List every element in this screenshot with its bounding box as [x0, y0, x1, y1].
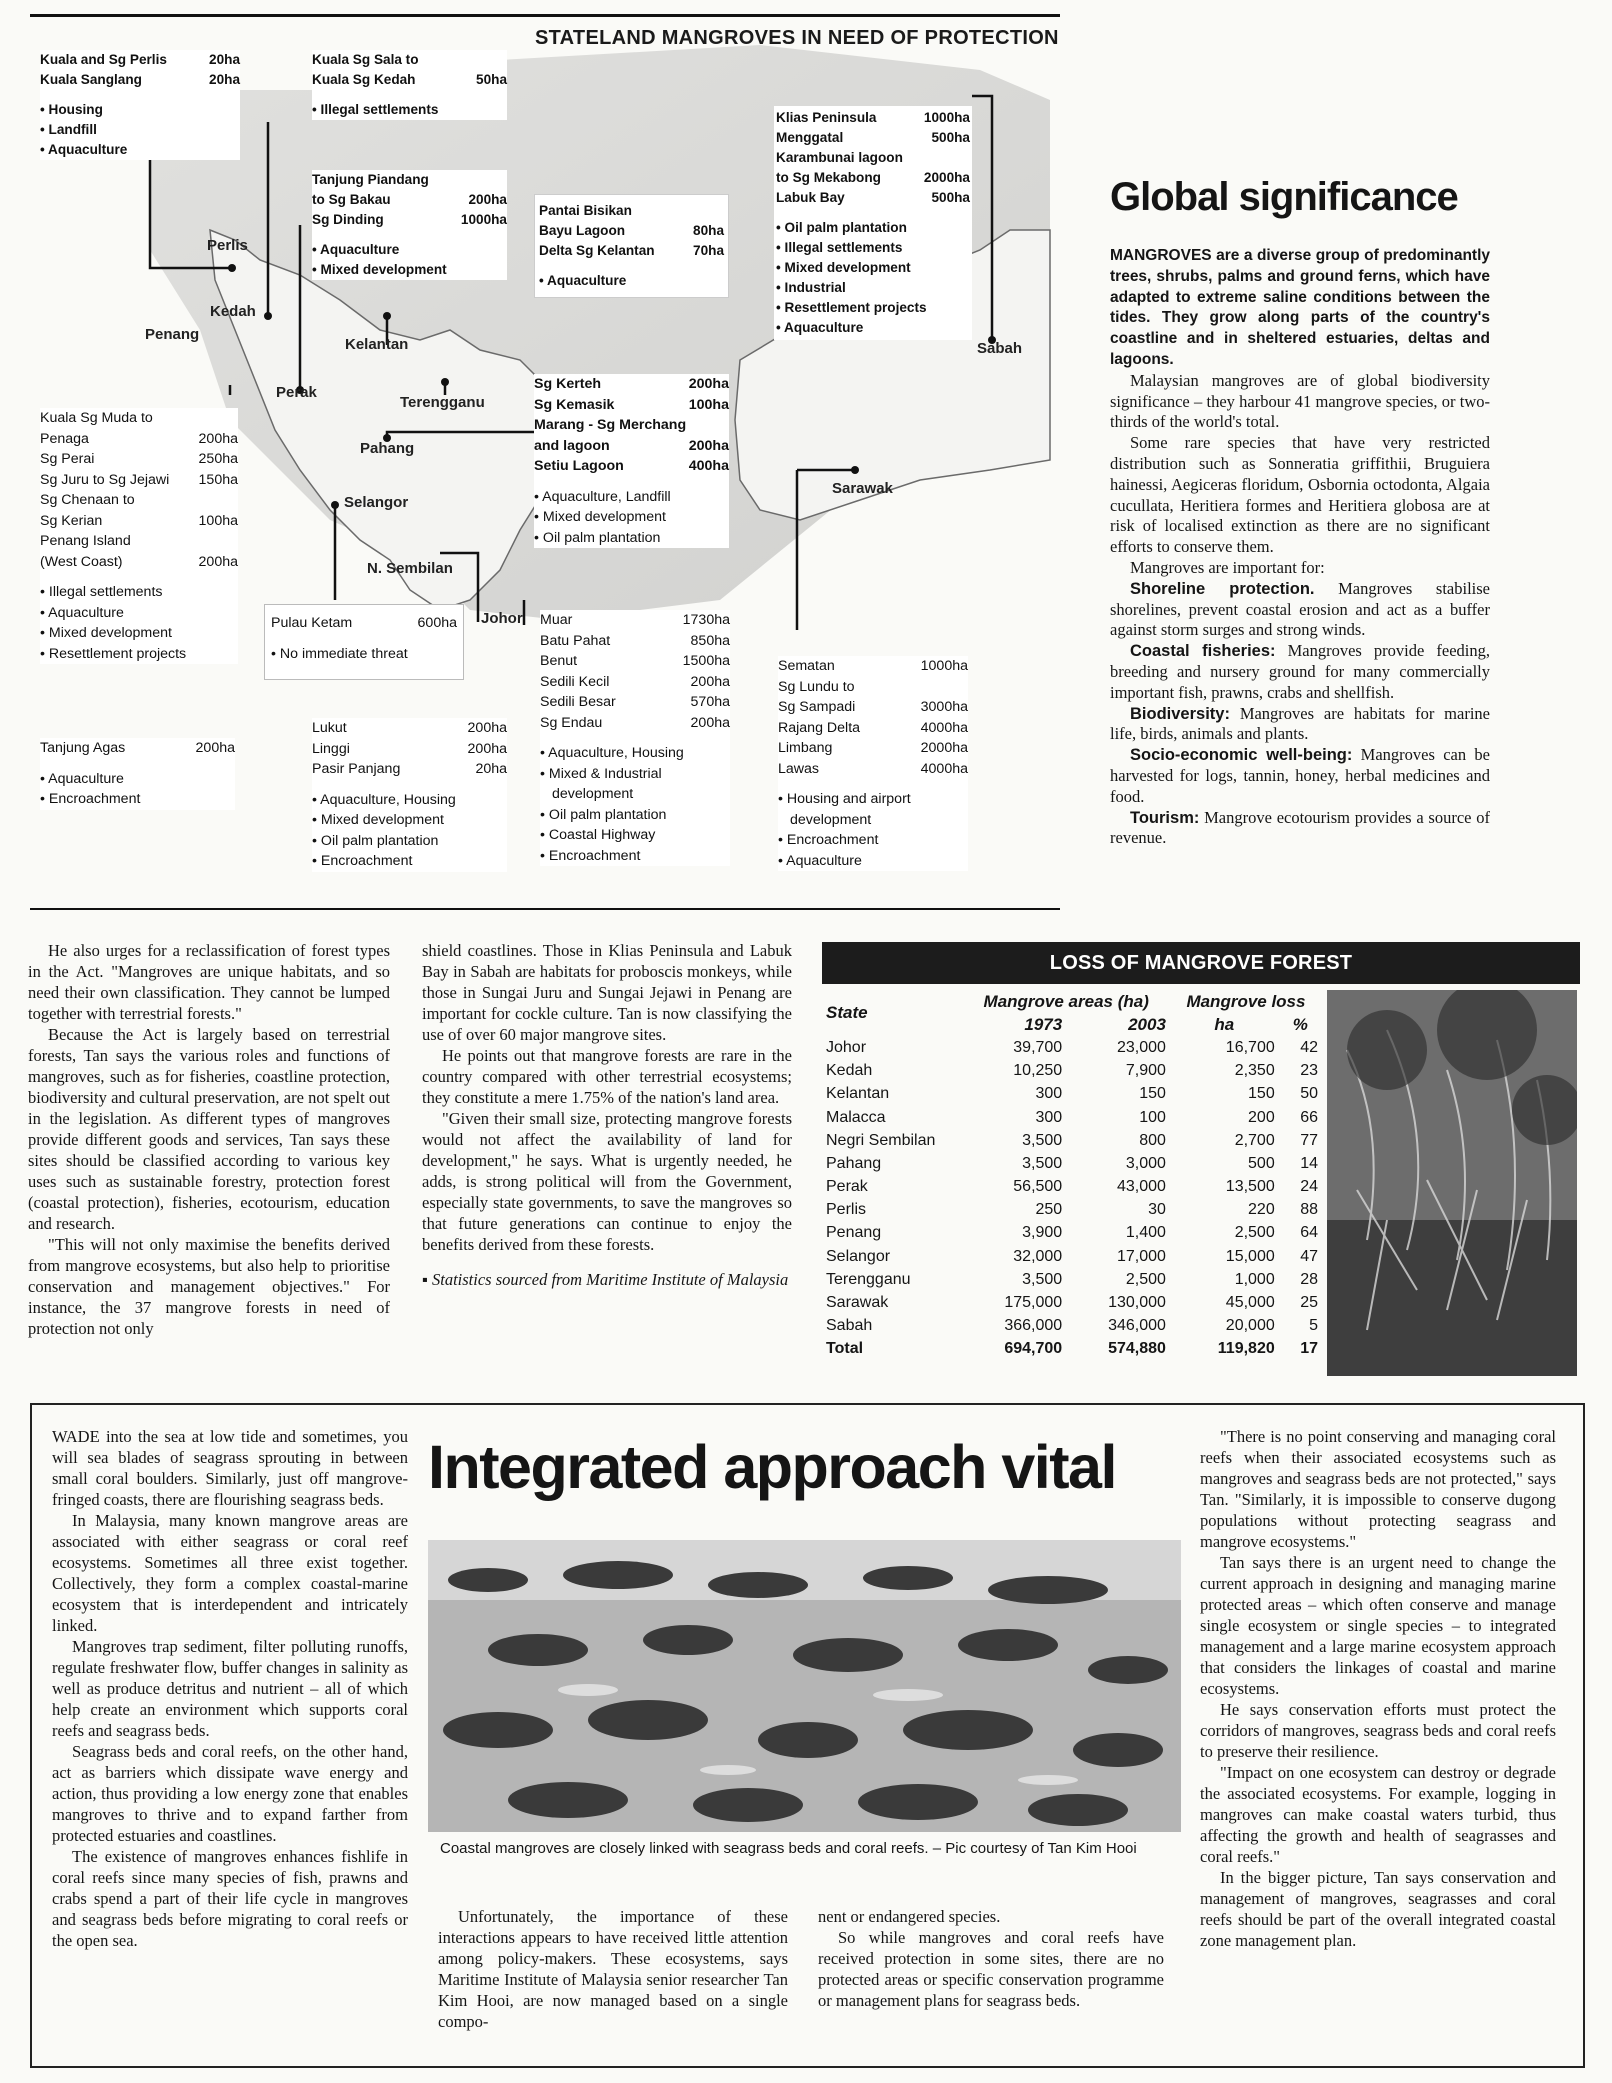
col-header-pct: %: [1292, 1014, 1308, 1034]
table-cell-loss: 500: [1248, 1154, 1275, 1172]
table-cell-pct: 14: [1300, 1154, 1318, 1172]
table-cell-y1973: 10,250: [1013, 1062, 1063, 1080]
state-label-johor: Johor: [481, 610, 523, 627]
table-cell-y2003: 130,000: [1108, 1294, 1166, 1312]
table-cell-state: Kedah: [826, 1062, 873, 1080]
gs-para-3: Some rare species that have very restricted distribution such as Sonneratia griffithii, Bruguiera hainessi, Aegiceras floridum, Osbornia octodonta, Algaia cucullata, Heritiera formes and Heritiera globosa are at risk of localised extinction as there are no significant efforts to conserve them.: [1110, 433, 1490, 557]
table-cell-y1973: 300: [1035, 1108, 1063, 1126]
state-label-perlis: Perlis: [207, 237, 248, 254]
feature-column-4: "There is no point conserving and managing coral reefs when their associated ecosystems such as mangroves and seagrass beds are not protected," says Tan. "Similarly, it is impossible to conserve dugong populations without protecting seagrass and mangrove ecosystems." Tan says there is an urgent need to change the current approach in designing and managing marine protected areas – which often conserve and manage single ecosystem or single species – to integrated management and a large marine ecosystem approach that considers the linkages of coastal and marine ecosystems. He says conservation efforts must protect the corridors of mangroves, seagrass beds and coral reefs to preserve their resilience. "Impact on one ecosystem can destroy or degrade the associated ecosystems. For example, logging in mangroves can make coastal waters turbid, thus affecting the growth and health of seagrasses and coral reefs." In the bigger picture, Tan says conservation and management of mangroves, seagrasses and coral reefs should be part of the overall integrated coastal zone management plan.: [1200, 1427, 1556, 1950]
statistics-source-note: ▪ Statistics sourced from Maritime Institute of Malaysia: [422, 1270, 789, 1289]
col-header-ha: ha: [1214, 1014, 1235, 1034]
box-selangor: Pulau Ketam 600ha • No immediate threat: [264, 604, 464, 680]
article-column-1: He also urges for a reclassification of forest types in the Act. "Mangroves are unique habitats, and so need their own classification. They cannot be lumped together with terrestrial forests." Because the Act is largely based on terrestrial forests, Tan says the various roles and functions of mangroves, such as for fisheries, coastline protection, biodiversity and cultural preservation, are not spelt out in the legislation. As different types of mangroves provide different goods and services, Tan says these sites should be classified according to various key uses such as sustainable forestry, protection forest (coastal protection), fisheries, ecotourism, education and research. "This will not only maximise the benefits derived from mangrove ecosystems, but also help to prioritise conservation and management objectives." For instance, the 37 mangrove forests in need of protection not only: [28, 941, 390, 1338]
gs-item: Biodiversity: Mangroves are habitats for marine life, birds, animals and plants.: [1110, 703, 1490, 744]
table-row: [822, 1176, 1322, 1199]
box-perak: Tanjung Piandang to Sg Bakau 200ha Sg Dinding 1000ha • Aquaculture • Mixed development: [312, 170, 507, 280]
box-sarawak: Sematan 1000ha Sg Lundu to Sg Sampadi 3000ha Rajang Delta 4000ha Limbang 2000ha Lawas 4000ha • Housing and airport development • Encroachment • Aquaculture: [778, 656, 968, 871]
mangrove-roots-photo: [1327, 990, 1577, 1376]
map-title: STATELAND MANGROVES IN NEED OF PROTECTION: [535, 27, 1059, 49]
table-cell-pct: 66: [1300, 1108, 1318, 1126]
box-perlis: Kuala and Sg Perlis 20ha Kuala Sanglang 20ha • Housing • Landfill • Aquaculture: [40, 50, 240, 160]
box-kelantan: Pantai Bisikan Bayu Lagoon 80ha Delta Sg Kelantan 70ha • Aquaculture: [534, 194, 729, 298]
state-label-terengganu: Terengganu: [400, 394, 485, 411]
table-cell-y2003: 800: [1139, 1131, 1166, 1149]
photo-caption: Coastal mangroves are closely linked with seagrass beds and coral reefs. – Pic courtesy of Tan Kim Hooi: [440, 1840, 1137, 1857]
table-cell-y1973: 3,500: [1022, 1131, 1063, 1149]
box-n-sembilan: Lukut 200ha Linggi 200ha Pasir Panjang 20ha • Aquaculture, Housing • Mixed development • Oil palm plantation • Encroachment: [312, 718, 507, 872]
table-row: [822, 1199, 1322, 1222]
table-row: [822, 1129, 1322, 1152]
feature-column-1: WADE into the sea at low tide and sometimes, you will sea blades of seagrass sprouting in between small coral boulders. Similarly, just off mangrove-fringed coasts, there are flourishing seagrass beds. In Malaysia, many known mangrove areas are associated with either seagrass or coral reef ecosystems. Sometimes all three exist together. Collectively, they form a complex coastal-marine ecosystem that is interdependent and intricately linked. Mangroves trap sediment, filter polluting runoffs, regulate freshwater flow, buffer changes in salinity as well as produce detritus and nutrient – all of which help create an environment which supports coral reefs and seagrass beds. Seagrass beds and coral reefs, on the other hand, act as barriers which dissipate wave energy and action, thus providing a low energy zone that enables mangroves to thrive and to expand farther from protected estuaries and coastlines. The existence of mangroves enhances fishlife in coral reefs since many species of fish, prawns and crabs spend a part of their life cycle in mangroves and seagrass beds before migrating to coral reefs or the open sea.: [52, 1427, 408, 1950]
state-label-sarawak: Sarawak: [832, 480, 893, 497]
table-cell-y2003: 43,000: [1116, 1178, 1166, 1196]
state-label-penang: Penang: [145, 326, 200, 343]
table-cell-pct: 50: [1300, 1085, 1318, 1103]
table-cell-y1973: 366,000: [1004, 1317, 1063, 1335]
table-cell-state: Sabah: [826, 1317, 873, 1335]
table-cell-loss: 15,000: [1225, 1247, 1275, 1265]
table-cell-y1973: 250: [1035, 1201, 1063, 1219]
table-cell-loss: 1,000: [1234, 1270, 1275, 1288]
loss-of-mangrove-table: [822, 942, 1580, 1378]
table-row: [822, 1222, 1322, 1245]
section-rule: [30, 908, 1060, 910]
table-cell-state: Malacca: [826, 1108, 886, 1126]
box-kedah: Kuala Sg Sala to Kuala Sg Kedah 50ha • Illegal settlements: [312, 50, 507, 120]
table-row: [822, 1060, 1322, 1083]
table-cell-y1973: 56,500: [1013, 1178, 1063, 1196]
coastal-seagrass-photo: [428, 1540, 1181, 1832]
table-cell-state: Selangor: [826, 1247, 891, 1265]
gs-item: Socio-economic well-being: Mangroves can be harvested for logs, tannin, honey, herbal medicines and food.: [1110, 745, 1490, 806]
table-cell-state: Perlis: [826, 1201, 867, 1219]
box-johor: Muar 1730ha Batu Pahat 850ha Benut 1500ha Sedili Kecil 200ha Sedili Besar 570ha Sg Endau 200ha • Aquaculture, Housing • Mixed & Industrial development • Oil palm plantation • Coastal Highway • Encroachment: [540, 610, 730, 866]
table-cell-state: Kelantan: [826, 1085, 890, 1103]
feature-column-3: nent or endangered species. So while mangroves and coral reefs have received protection in some sites, there are no protected areas or specific conservation programme or management plans for seagrass beds.: [818, 1907, 1164, 2010]
table-cell-y2003: 100: [1139, 1108, 1166, 1126]
table-body: [822, 1036, 1322, 1337]
table-cell-y2003: 30: [1148, 1201, 1166, 1219]
state-label-kedah: Kedah: [210, 303, 256, 320]
table-cell-y1973: 3,500: [1022, 1270, 1063, 1288]
table-cell-loss: 200: [1248, 1108, 1275, 1126]
gs-item: Coastal fisheries: Mangroves provide feeding, breeding and nursery ground for many commercially important fish, prawns, crabs and shellfish.: [1110, 641, 1490, 702]
table-row: [822, 1291, 1322, 1314]
feature-column-2: Unfortunately, the importance of these interactions appears to have received little attention among policy-makers. These ecosystems, says Maritime Institute of Malaysia senior researcher Tan Kim Hooi, are now managed based on a single compo-: [438, 1907, 788, 2031]
table-cell-y1973: 39,700: [1013, 1038, 1063, 1056]
table-cell-loss: 2,350: [1234, 1062, 1275, 1080]
table-cell-loss: 220: [1248, 1201, 1275, 1219]
table-cell-y1973: 32,000: [1013, 1247, 1063, 1265]
table-cell-loss: 2,700: [1234, 1131, 1275, 1149]
table-cell-y1973: 3,500: [1022, 1154, 1063, 1172]
table-cell-loss: 150: [1248, 1085, 1275, 1103]
table-cell-y2003: 3,000: [1125, 1154, 1166, 1172]
table-cell-y1973: 175,000: [1004, 1294, 1063, 1312]
table-cell-state: Negri Sembilan: [826, 1131, 936, 1149]
feature-title: Integrated approach vital: [428, 1433, 1116, 1501]
table-cell-pct: 28: [1300, 1270, 1318, 1288]
table-cell-state: Johor: [826, 1038, 867, 1056]
col-header-2003: 2003: [1128, 1014, 1166, 1034]
table-cell-state: Penang: [826, 1224, 882, 1242]
table-cell-loss: 45,000: [1225, 1294, 1275, 1312]
table-row-total: Total 694,700 574,880 119,820 17: [826, 1340, 1318, 1358]
state-label-kelantan: Kelantan: [345, 336, 409, 353]
gs-para-1: MANGROVES are a diverse group of predominantly trees, shrubs, palms and ground ferns, which have adapted to extreme saline conditions between the tides. They grow along parts of the country's coastline and in sheltered estuaries, deltas and lagoons.: [1110, 247, 1490, 368]
gs-item: Shoreline protection. Mangroves stabilise shorelines, prevent coastal erosion and act as a buffer against storm surges and strong winds.: [1110, 578, 1490, 640]
table-row: [822, 1315, 1322, 1338]
table-cell-pct: 47: [1300, 1247, 1318, 1265]
table-cell-y2003: 346,000: [1108, 1317, 1166, 1335]
table-cell-y2003: 7,900: [1125, 1062, 1166, 1080]
gs-para-4: Mangroves are important for:: [1130, 557, 1325, 577]
table-cell-y1973: 3,900: [1022, 1224, 1063, 1242]
table-cell-y2003: 17,000: [1116, 1247, 1166, 1265]
table-cell-y2003: 23,000: [1116, 1038, 1166, 1056]
table-cell-pct: 24: [1300, 1178, 1318, 1196]
table-cell-pct: 64: [1300, 1224, 1318, 1242]
table-cell-y1973: 300: [1035, 1085, 1063, 1103]
col-header-state: State: [826, 1003, 868, 1023]
table-row: [822, 1083, 1322, 1106]
global-significance-body: [1110, 246, 1490, 849]
gs-para-2: Malaysian mangroves are of global biodiversity significance – they harbour 41 mangrove species, or two-thirds of the world's total.: [1110, 370, 1490, 432]
state-label-n-sembilan: N. Sembilan: [367, 560, 453, 577]
table-row: [822, 1152, 1322, 1175]
table-title: LOSS OF MANGROVE FOREST: [822, 942, 1580, 984]
table-cell-state: Pahang: [826, 1154, 882, 1172]
table-cell-y2003: 2,500: [1125, 1270, 1166, 1288]
table-cell-loss: 16,700: [1225, 1038, 1275, 1056]
table-cell-pct: 25: [1300, 1294, 1318, 1312]
state-label-perak: Perak: [276, 384, 317, 401]
gs-item: Tourism: Mangrove ecotourism provides a source of revenue.: [1110, 807, 1490, 848]
article-column-2: shield coastlines. Those in Klias Peninsula and Labuk Bay in Sabah are habitats for proboscis monkeys, while those in Sungai Juru and Sungai Jejawi in Penang are important for cockle culture. Tan is now classifying the use of over 60 major mangrove sites. He points out that mangrove forests are rare in the country compared with other terrestrial ecosystems; they constitute a mere 1.75% of the nation's land area. "Given their small size, protecting mangrove forests would not affect the availability of land for development," he says. What is urgently needed, he adds, is strong political will from the Government, especially state governments, to save the mangroves so that future generations can continue to enjoy the benefits derived from these forests. ▪ Statistics sourced from Maritime Institute of Malaysia: [422, 941, 792, 1289]
col-header-areas: Mangrove areas (ha): [983, 991, 1149, 1011]
col-header-loss: Mangrove loss: [1186, 991, 1306, 1011]
table-row: [822, 1106, 1322, 1129]
table-row: [822, 1268, 1322, 1291]
table-cell-state: Sarawak: [826, 1294, 889, 1312]
table-cell-pct: 42: [1300, 1038, 1318, 1056]
state-label-pahang: Pahang: [360, 440, 415, 457]
table-cell-loss: 13,500: [1225, 1178, 1275, 1196]
table-row: [822, 1245, 1322, 1268]
table-cell-loss: 2,500: [1234, 1224, 1275, 1242]
table-cell-state: Terengganu: [826, 1270, 911, 1288]
box-terengganu: Sg Kerteh 200ha Sg Kemasik 100ha Marang - Sg Merchang and lagoon 200ha Setiu Lagoon 400ha • Aquaculture, Landfill • Mixed development • Oil palm plantation: [534, 374, 729, 548]
loss-table: [822, 990, 1322, 1361]
table-row: [822, 1036, 1322, 1059]
state-label-selangor: Selangor: [344, 494, 409, 511]
table-cell-y2003: 150: [1139, 1085, 1166, 1103]
table-cell-state: Perak: [826, 1178, 868, 1196]
box-penang: Kuala Sg Muda to Penaga 200ha Sg Perai 250ha Sg Juru to Sg Jejawi 150ha Sg Chenaan to Sg Kerian 100ha Penang Island (West Coast) 200ha • Illegal settlements • Aquaculture • Mixed development • Resettlement projects: [40, 408, 238, 664]
table-cell-pct: 88: [1300, 1201, 1318, 1219]
table-cell-loss: 20,000: [1225, 1317, 1275, 1335]
global-significance-title: Global significance: [1110, 175, 1458, 219]
box-tanjung-agas: Tanjung Agas 200ha • Aquaculture • Encroachment: [40, 738, 235, 810]
table-cell-pct: 23: [1300, 1062, 1318, 1080]
table-cell-pct: 5: [1309, 1317, 1318, 1335]
state-label-sabah: Sabah: [977, 340, 1023, 357]
box-sabah: Klias Peninsula 1000ha Menggatal 500ha Karambunai lagoon to Sg Mekabong 2000ha Labuk Bay 500ha • Oil palm plantation • Illegal settlements • Mixed development • Industrial • Resettlement projects • Aquaculture: [774, 106, 972, 340]
col-header-1973: 1973: [1024, 1014, 1063, 1034]
table-cell-pct: 77: [1300, 1131, 1318, 1149]
table-cell-y2003: 1,400: [1125, 1224, 1166, 1242]
